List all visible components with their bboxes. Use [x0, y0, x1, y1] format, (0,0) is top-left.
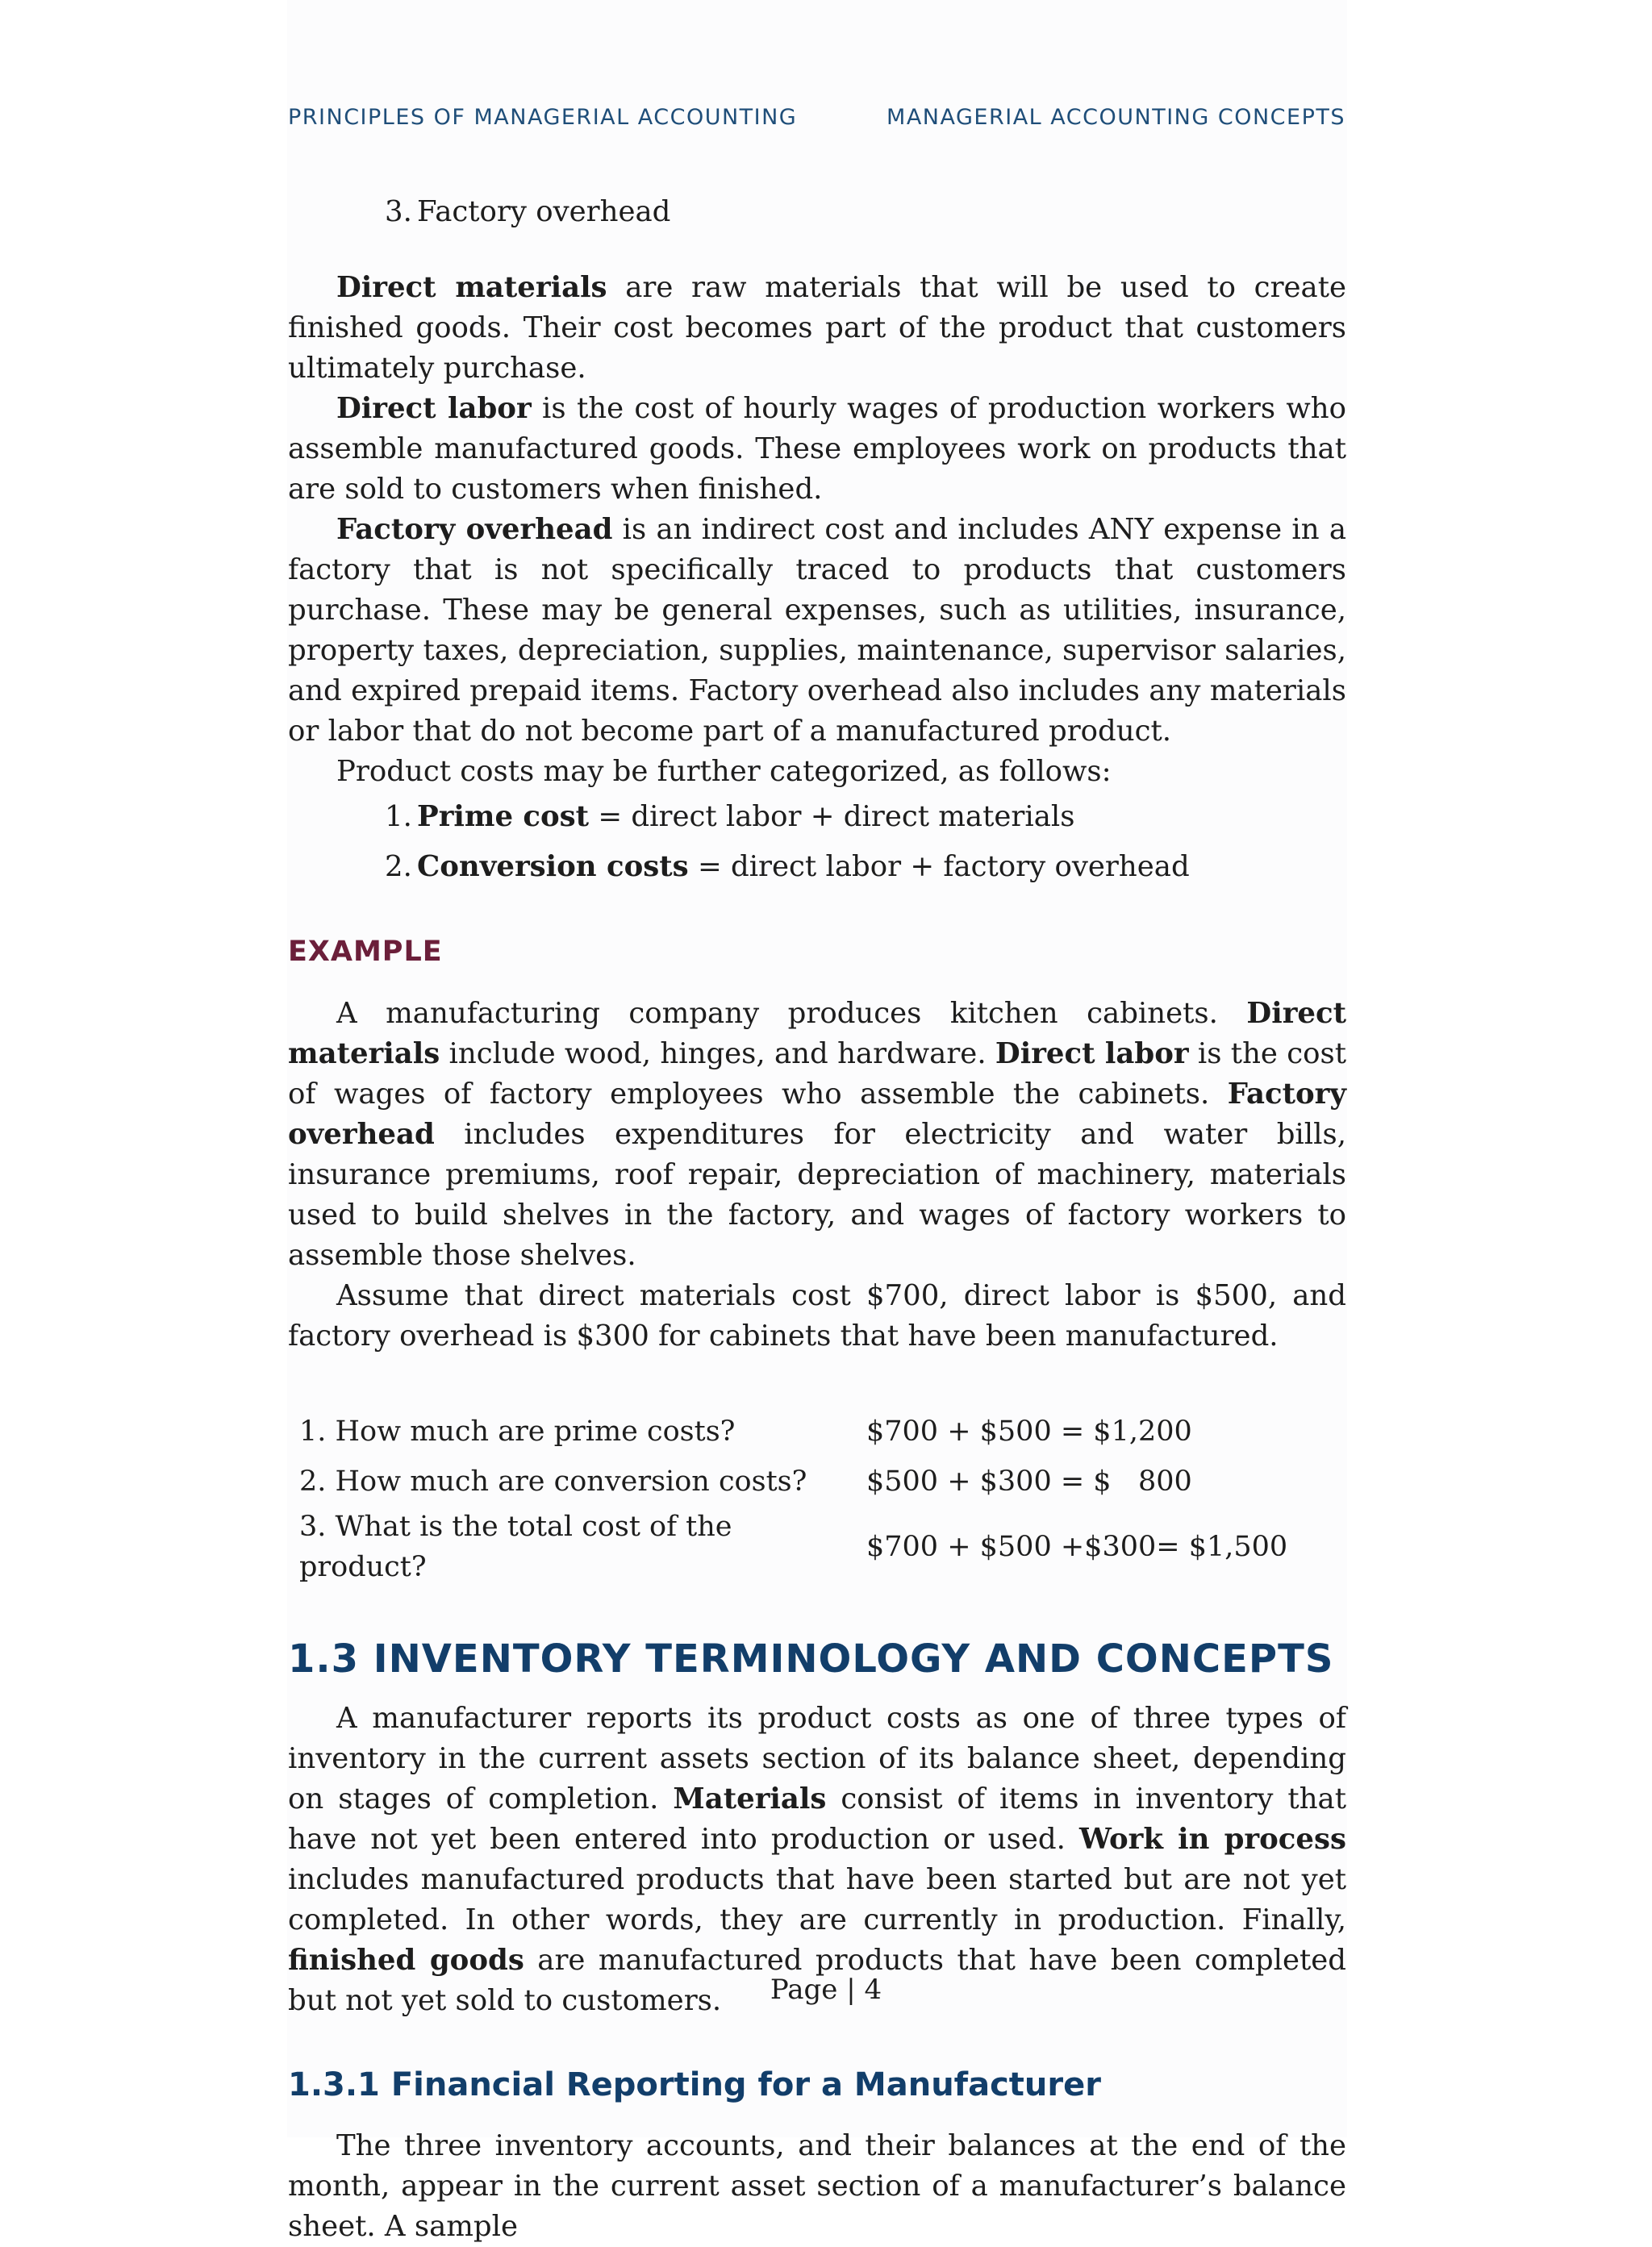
list-number: 2. [385, 850, 412, 883]
paragraph-text: are manufactured products that have been completed but not yet sold to customers. [288, 1944, 1346, 2017]
list-text: = direct labor + factory overhead [688, 850, 1190, 883]
paragraph-text: is an indirect cost and includes ANY expense in a factory that is not specifically traced to products that customers purchase. These may be general expenses, such as utilities, insurance, property taxes, depreciation, supplies, maintenance, supervisor salaries, and expired prepaid items. Factory overhead also includes any materials or labor that do not become part of a manufactured product. [288, 513, 1346, 748]
section-paragraph [288, 1699, 1346, 2021]
paragraph-text: A manufacturer reports its product costs as one of three types of inventory in the current assets section of its balance sheet, depending on stages of completion. [288, 1702, 1346, 1816]
table-row [288, 1457, 1287, 1507]
component-list [288, 187, 1346, 237]
paragraph-text: includes expenditures for electricity and water bills, insurance premiums, roof repair, depreciation of machinery, materials used to build shelves in the factory, and wages of factory workers to assemble those shelves. [288, 1118, 1346, 1272]
example-qa-table [288, 1407, 1287, 1587]
chapter-title: MANAGERIAL ACCOUNTING CONCEPTS [886, 105, 1345, 130]
paragraph-direct-materials [288, 268, 1346, 389]
example-heading: EXAMPLE [288, 936, 443, 968]
cost-category-list [288, 792, 1346, 892]
table-row [288, 1407, 1287, 1457]
term-direct-materials: Direct materials [288, 997, 1346, 1070]
page-number: Page | 4 [770, 1974, 882, 2006]
list-item [288, 792, 1346, 842]
paragraph-text: include wood, hinges, and hardware. [440, 1037, 995, 1070]
term-materials: Materials [673, 1782, 827, 1816]
term-prime-cost: Prime cost [417, 800, 590, 833]
paragraph-text: A manufacturing company produces kitchen cabinets. [336, 997, 1247, 1030]
question: 1. How much are prime costs? [299, 1415, 736, 1448]
list-number: 3. [385, 195, 412, 228]
term-direct-labor: Direct labor [336, 392, 532, 425]
term-factory-overhead: Factory overhead [288, 1078, 1346, 1151]
answer: $700 + $500 = $1,200 [866, 1415, 1192, 1448]
list-item [288, 187, 1346, 237]
section-heading: 1.3 INVENTORY TERMINOLOGY AND CONCEPTS [288, 1636, 1334, 1682]
question: 3. What is the total cost of the product? [299, 1511, 732, 1583]
subsection-heading: 1.3.1 Financial Reporting for a Manufacturer [288, 2066, 1101, 2103]
book-title: PRINCIPLES OF MANAGERIAL ACCOUNTING [288, 105, 798, 130]
paragraph-text: includes manufactured products that have been started but are not yet completed. In other words, they are currently in production. Finally, [288, 1863, 1346, 1936]
page-content [288, 187, 1346, 2247]
list-text: = direct labor + direct materials [589, 800, 1075, 833]
term-finished-goods: finished goods [288, 1944, 524, 1977]
term-direct-materials: Direct materials [336, 271, 607, 304]
example-assumption: Assume that direct materials cost $700, direct labor is $500, and factory overhead is $300 for cabinets that have been manufactured. [288, 1279, 1346, 1353]
running-header [288, 105, 1345, 130]
list-text: Factory overhead [417, 195, 671, 228]
term-factory-overhead: Factory overhead [336, 513, 613, 546]
paragraph-product-costs: Product costs may be further categorized, as follows: [336, 755, 1112, 788]
paragraph-text: is the cost of hourly wages of production workers who assemble manufactured goods. These employees work on products that are sold to customers when finished. [288, 392, 1346, 506]
paragraph-text: is the cost of wages of factory employees who assemble the cabinets. [288, 1037, 1346, 1111]
question: 2. How much are conversion costs? [299, 1465, 807, 1498]
answer: $700 + $500 +$300= $1,500 [866, 1531, 1288, 1563]
paragraph-text: are raw materials that will be used to create finished goods. Their cost becomes part of the product that customers ultimately purchase. [288, 271, 1346, 385]
subsection-paragraph: The three inventory accounts, and their balances at the end of the month, appear in the current asset section of a manufacturer’s balance sheet. A sample [288, 2129, 1346, 2243]
term-direct-labor: Direct labor [995, 1037, 1189, 1070]
list-number: 1. [385, 800, 412, 833]
table-row [288, 1507, 1287, 1587]
term-conversion-costs: Conversion costs [417, 850, 689, 883]
paragraph-text: consist of items in inventory that have not yet been entered into production or used. [288, 1782, 1346, 1856]
term-work-in-process: Work in process [1079, 1823, 1346, 1856]
example-paragraph [288, 994, 1346, 1276]
answer: $500 + $300 = $ 800 [866, 1465, 1192, 1498]
paragraph-factory-overhead [288, 510, 1346, 752]
list-item [288, 842, 1346, 892]
paragraph-direct-labor [288, 389, 1346, 510]
